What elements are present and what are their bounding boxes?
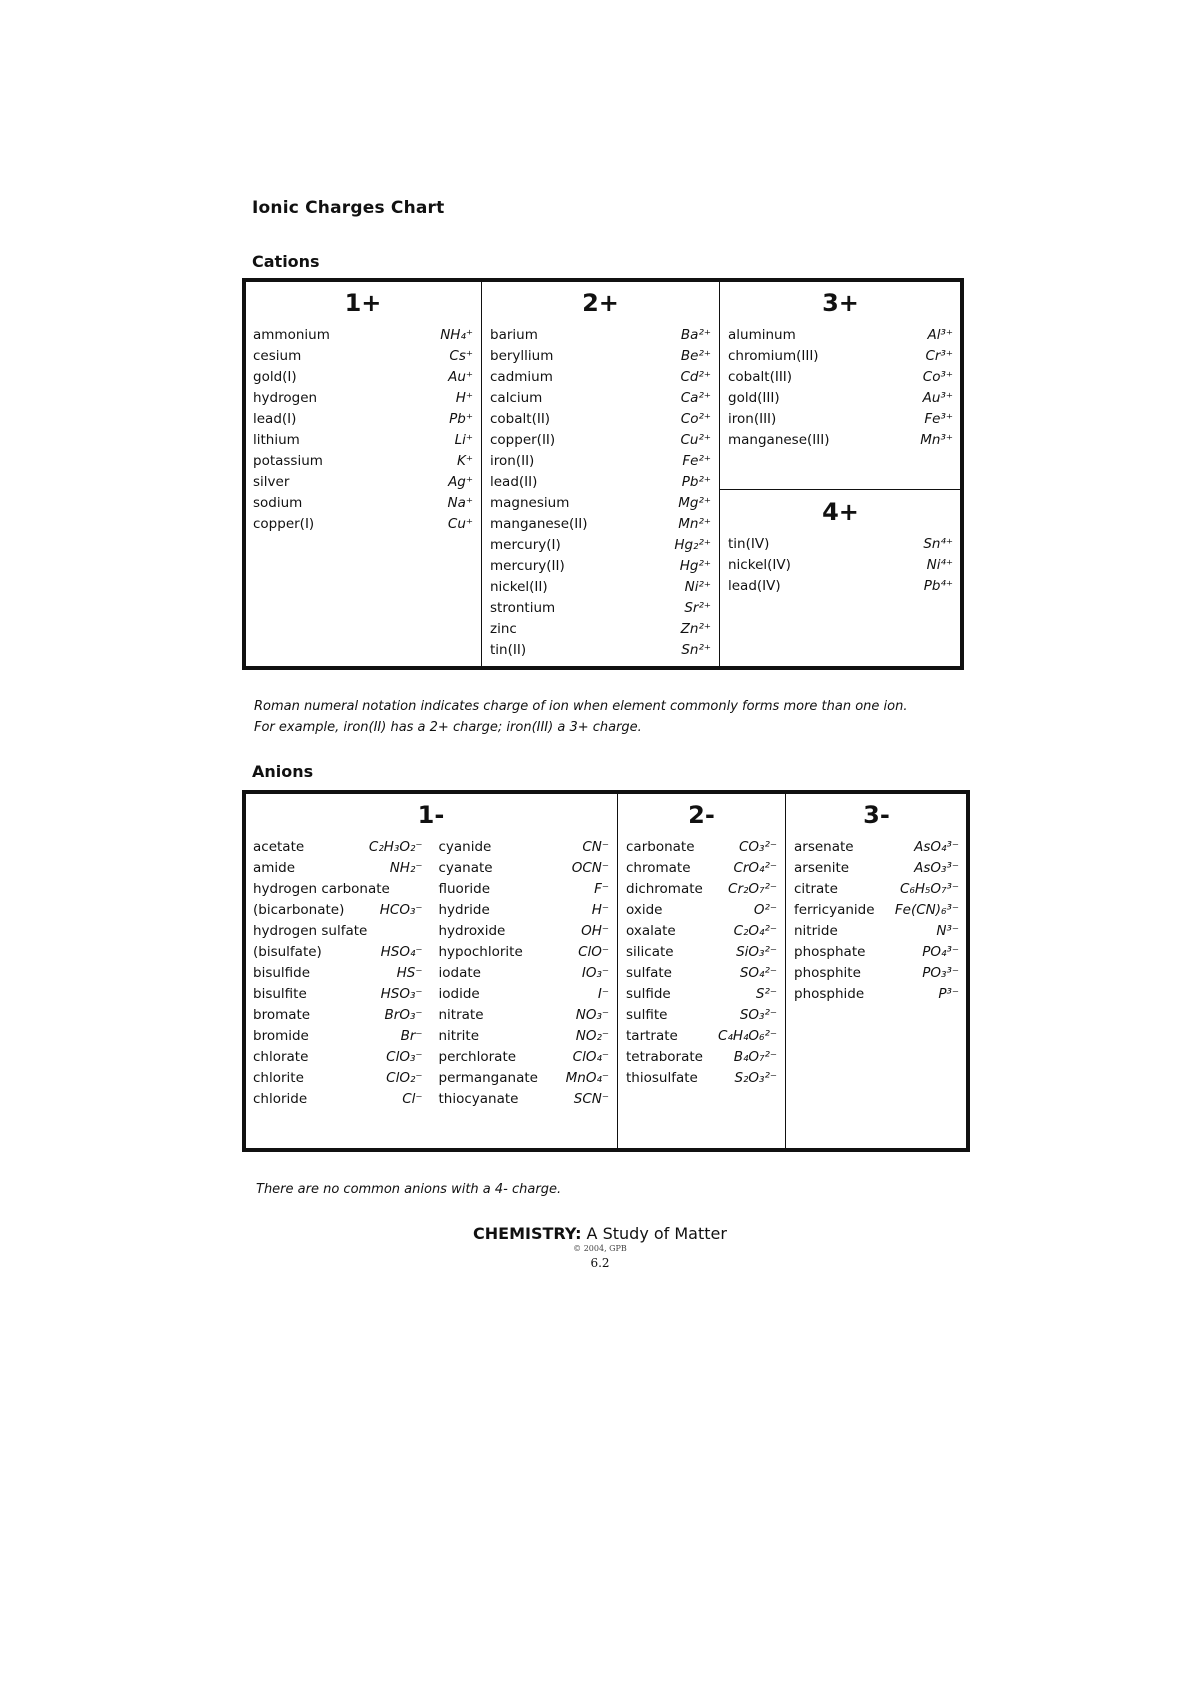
anions-heading: Anions <box>252 762 314 781</box>
ion-row <box>245 409 481 430</box>
ion-row <box>482 409 719 430</box>
charge-header: 2+ <box>582 289 619 317</box>
ion-name: nitrite <box>438 1028 479 1044</box>
ion-name: nitride <box>794 923 838 939</box>
ion-list <box>618 837 785 1089</box>
ion-name: sulfate <box>626 965 672 981</box>
ion-formula: Mg²⁺ <box>678 495 711 511</box>
ion-row <box>245 879 431 900</box>
ion-row <box>618 1047 785 1068</box>
cations-table <box>242 278 964 670</box>
ion-row <box>720 576 961 597</box>
ion-formula: CN⁻ <box>582 839 609 855</box>
ion-formula: Co³⁺ <box>922 369 953 385</box>
ion-row <box>245 921 431 942</box>
ion-row <box>786 963 967 984</box>
ion-name: chlorite <box>253 1070 304 1086</box>
ion-name: iodate <box>438 965 481 981</box>
ion-formula: Au⁺ <box>448 369 473 385</box>
ion-name: manganese(III) <box>728 432 830 448</box>
ion-name: bromate <box>253 1007 311 1023</box>
ion-formula: Li⁺ <box>454 432 473 448</box>
ion-formula: Ba²⁺ <box>680 327 711 343</box>
ion-name: amide <box>253 860 296 876</box>
ion-row <box>482 451 719 472</box>
ion-row <box>431 1089 618 1110</box>
cations-col-2plus <box>482 281 720 667</box>
ion-name: barium <box>490 327 538 343</box>
ion-name: sulfite <box>626 1007 668 1023</box>
ion-formula: BrO₃⁻ <box>384 1007 423 1023</box>
ion-row <box>618 1026 785 1047</box>
ion-row <box>431 963 618 984</box>
ion-formula: MnO₄⁻ <box>565 1070 609 1086</box>
page-title: Ionic Charges Chart <box>252 198 445 218</box>
ion-row <box>618 1068 785 1089</box>
ion-row <box>720 430 961 451</box>
ion-row <box>431 921 618 942</box>
ion-name: (bicarbonate) <box>253 902 345 918</box>
ion-name: potassium <box>253 453 323 469</box>
ion-formula: Pb⁺ <box>449 411 473 427</box>
ion-name: iron(II) <box>490 453 535 469</box>
ion-name: oxalate <box>626 923 676 939</box>
cations-heading: Cations <box>252 252 320 271</box>
ion-row <box>245 984 431 1005</box>
cations-col-3plus <box>720 281 961 489</box>
roman-numeral-note: Roman numeral notation indicates charge of ion when element commonly forms more than one ion. <box>254 699 908 714</box>
footer-copyright: © 2004, GPB <box>573 1244 627 1253</box>
ion-name: oxide <box>626 902 663 918</box>
ion-name: iodide <box>438 986 480 1002</box>
ion-row <box>482 493 719 514</box>
ion-formula: S²⁻ <box>755 986 777 1002</box>
ion-row <box>720 555 961 576</box>
ion-row <box>431 984 618 1005</box>
ion-name: cyanate <box>438 860 493 876</box>
ion-row <box>618 837 785 858</box>
ion-name: hydride <box>438 902 490 918</box>
ion-name: cyanide <box>438 839 492 855</box>
ion-row <box>431 1047 618 1068</box>
ion-name: nickel(II) <box>490 579 548 595</box>
ion-name: citrate <box>794 881 838 897</box>
ion-row <box>482 619 719 640</box>
ion-list <box>245 837 431 1110</box>
ion-row <box>786 879 967 900</box>
ion-row <box>431 1005 618 1026</box>
ion-formula: Au³⁺ <box>922 390 953 406</box>
ion-name: gold(III) <box>728 390 780 406</box>
ion-name: hypochlorite <box>438 944 523 960</box>
ion-name: tartrate <box>626 1028 678 1044</box>
anions-table <box>242 790 970 1152</box>
ion-formula: P³⁻ <box>938 986 959 1002</box>
ion-row <box>482 577 719 598</box>
ion-row <box>482 514 719 535</box>
ion-formula: Mn³⁺ <box>920 432 953 448</box>
ion-row <box>482 472 719 493</box>
ion-row <box>431 858 618 879</box>
roman-numeral-example: For example, iron(II) has a 2+ charge; iron(III) a 3+ charge. <box>254 720 642 735</box>
ion-formula: HSO₃⁻ <box>380 986 423 1002</box>
ion-formula: Ni²⁺ <box>684 579 711 595</box>
ion-name: chromium(III) <box>728 348 819 364</box>
ion-list <box>720 325 961 451</box>
ion-name: ammonium <box>253 327 330 343</box>
ion-formula: AsO₄³⁻ <box>914 839 959 855</box>
ion-row <box>431 837 618 858</box>
ion-formula: H⁺ <box>455 390 473 406</box>
ion-name: perchlorate <box>438 1049 517 1065</box>
ion-name: lead(II) <box>490 474 538 490</box>
anions-col-2minus <box>618 793 786 1149</box>
ion-list <box>720 534 961 597</box>
ion-row <box>245 346 481 367</box>
ion-formula: SCN⁻ <box>573 1091 609 1107</box>
ion-formula: Fe³⁺ <box>924 411 953 427</box>
ion-name: sodium <box>253 495 303 511</box>
ion-row <box>786 942 967 963</box>
ion-formula: B₄O₇²⁻ <box>733 1049 777 1065</box>
ion-list <box>245 325 481 535</box>
ion-row <box>482 346 719 367</box>
ion-row <box>618 963 785 984</box>
ion-name: manganese(II) <box>490 516 588 532</box>
ion-row <box>431 1068 618 1089</box>
ion-name: gold(I) <box>253 369 297 385</box>
ion-row <box>720 346 961 367</box>
ion-name: cadmium <box>490 369 553 385</box>
ion-formula: Cu²⁺ <box>680 432 711 448</box>
ion-formula: Al³⁺ <box>927 327 953 343</box>
ion-name: (bisulfate) <box>253 944 322 960</box>
ion-formula: Ca²⁺ <box>680 390 711 406</box>
ion-name: zinc <box>490 621 517 637</box>
ion-name: permanganate <box>438 1070 538 1086</box>
ion-row <box>245 514 481 535</box>
ion-row <box>720 325 961 346</box>
ion-formula: Cd²⁺ <box>680 369 711 385</box>
ion-formula: C₄H₄O₆²⁻ <box>718 1028 777 1044</box>
ion-row <box>245 472 481 493</box>
ion-row <box>245 388 481 409</box>
ion-row <box>618 942 785 963</box>
ion-list <box>431 837 618 1110</box>
ion-name: tin(IV) <box>728 536 770 552</box>
ion-formula: CO₃²⁻ <box>738 839 777 855</box>
ion-row <box>482 388 719 409</box>
ion-row <box>618 921 785 942</box>
ion-formula: OH⁻ <box>581 923 609 939</box>
ion-name: chromate <box>626 860 691 876</box>
ion-name: phosphate <box>794 944 866 960</box>
footer-brand-rest: A Study of Matter <box>581 1224 727 1243</box>
cations-col-4plus <box>720 489 961 667</box>
ion-formula: IO₃⁻ <box>581 965 609 981</box>
ion-row <box>720 409 961 430</box>
cations-col-3plus-4plus <box>720 281 961 667</box>
ion-formula: Hg²⁺ <box>679 558 711 574</box>
footer-brand-bold: CHEMISTRY: <box>473 1224 582 1243</box>
ion-row <box>786 900 967 921</box>
ion-formula: SO₃²⁻ <box>739 1007 777 1023</box>
ion-name: hydrogen sulfate <box>253 923 368 939</box>
ion-formula: Sn⁴⁺ <box>923 536 953 552</box>
ion-name: strontium <box>490 600 556 616</box>
ion-row <box>245 493 481 514</box>
ion-name: chloride <box>253 1091 308 1107</box>
ion-formula: Br⁻ <box>400 1028 423 1044</box>
cations-col-1plus <box>245 281 482 667</box>
ion-formula: PO₃³⁻ <box>922 965 959 981</box>
ion-formula: CrO₄²⁻ <box>733 860 777 876</box>
ion-formula: NH₄⁺ <box>440 327 473 343</box>
ion-row <box>245 1089 431 1110</box>
ion-row <box>618 984 785 1005</box>
ion-formula: C₂H₃O₂⁻ <box>368 839 423 855</box>
ion-name: copper(I) <box>253 516 315 532</box>
ion-name: copper(II) <box>490 432 556 448</box>
ion-row <box>482 556 719 577</box>
ion-formula: ClO₂⁻ <box>386 1070 423 1086</box>
ion-formula: Cs⁺ <box>449 348 473 364</box>
ion-formula: Mn²⁺ <box>678 516 711 532</box>
ion-row <box>618 879 785 900</box>
anions-col-3minus <box>786 793 967 1149</box>
charge-header: 4+ <box>822 498 859 526</box>
ion-name: acetate <box>253 839 305 855</box>
ion-name: bromide <box>253 1028 309 1044</box>
ion-formula: O²⁻ <box>753 902 777 918</box>
ion-formula: Cu⁺ <box>447 516 473 532</box>
ion-row <box>482 640 719 661</box>
ion-row <box>482 598 719 619</box>
ion-row <box>245 325 481 346</box>
ion-formula: ClO₃⁻ <box>386 1049 423 1065</box>
ion-formula: HSO₄⁻ <box>380 944 423 960</box>
ion-name: ferricyanide <box>794 902 875 918</box>
ion-name: bisulfite <box>253 986 307 1002</box>
ion-row <box>618 858 785 879</box>
ion-formula: C₂O₄²⁻ <box>733 923 777 939</box>
ion-name: phosphide <box>794 986 865 1002</box>
ion-name: lead(I) <box>253 411 297 427</box>
ion-row <box>482 535 719 556</box>
ion-formula: Ag⁺ <box>448 474 473 490</box>
ion-formula: S₂O₃²⁻ <box>734 1070 777 1086</box>
ion-name: carbonate <box>626 839 695 855</box>
ion-name: hydrogen <box>253 390 318 406</box>
ion-row <box>245 1047 431 1068</box>
ion-row <box>245 1026 431 1047</box>
ion-formula: NO₂⁻ <box>575 1028 609 1044</box>
ion-formula: Pb⁴⁺ <box>923 578 953 594</box>
ion-name: nitrate <box>438 1007 484 1023</box>
ion-row <box>431 879 618 900</box>
ion-row <box>245 858 431 879</box>
charge-header: 2- <box>688 801 715 829</box>
ion-name: mercury(I) <box>490 537 561 553</box>
ion-formula: NH₂⁻ <box>389 860 423 876</box>
ion-name: lead(IV) <box>728 578 781 594</box>
ion-name: bisulfide <box>253 965 311 981</box>
ion-name: silver <box>253 474 290 490</box>
ion-row <box>618 1005 785 1026</box>
charge-header: 1+ <box>344 289 382 317</box>
ion-formula: HS⁻ <box>396 965 423 981</box>
ion-name: cobalt(II) <box>490 411 551 427</box>
ion-name: silicate <box>626 944 674 960</box>
anion-4minus-note: There are no common anions with a 4- charge. <box>256 1182 562 1197</box>
ion-formula: AsO₃³⁻ <box>914 860 959 876</box>
ion-name: arsenite <box>794 860 850 876</box>
ion-row <box>431 1026 618 1047</box>
ion-name: nickel(IV) <box>728 557 791 573</box>
ion-formula: Ni⁴⁺ <box>926 557 953 573</box>
ion-name: hydrogen carbonate <box>253 881 390 897</box>
ion-row <box>431 942 618 963</box>
ion-formula: Sn²⁺ <box>681 642 711 658</box>
ion-formula: Zn²⁺ <box>680 621 711 637</box>
ion-row <box>245 942 431 963</box>
ion-formula: Cl⁻ <box>402 1091 423 1107</box>
ion-row <box>245 367 481 388</box>
ion-row <box>245 1005 431 1026</box>
ion-list <box>482 325 719 661</box>
ion-formula: I⁻ <box>597 986 609 1002</box>
ion-formula: Fe(CN)₆³⁻ <box>894 902 959 918</box>
ion-name: chlorate <box>253 1049 309 1065</box>
ion-formula: Sr²⁺ <box>684 600 711 616</box>
ion-formula: NO₃⁻ <box>575 1007 609 1023</box>
ion-row <box>431 900 618 921</box>
ion-formula: C₆H₅O₇³⁻ <box>900 881 959 897</box>
ion-formula: OCN⁻ <box>571 860 609 876</box>
ion-formula: F⁻ <box>594 881 609 897</box>
ion-row <box>245 1068 431 1089</box>
ion-name: hydroxide <box>438 923 506 939</box>
ion-name: mercury(II) <box>490 558 565 574</box>
ion-name: arsenate <box>794 839 854 855</box>
ion-name: dichromate <box>626 881 703 897</box>
ion-row <box>786 921 967 942</box>
charge-header: 3+ <box>822 289 859 317</box>
ion-formula: Co²⁺ <box>680 411 711 427</box>
ion-name: cesium <box>253 348 302 364</box>
ion-name: phosphite <box>794 965 861 981</box>
charge-header: 1- <box>417 801 445 829</box>
ion-row <box>245 837 431 858</box>
ion-name: lithium <box>253 432 300 448</box>
ion-formula: Fe²⁺ <box>682 453 711 469</box>
ion-row <box>720 367 961 388</box>
ion-row <box>786 858 967 879</box>
ion-row <box>245 963 431 984</box>
footer-page-number: 6.2 <box>590 1256 610 1270</box>
ion-name: beryllium <box>490 348 554 364</box>
ion-name: tetraborate <box>626 1049 703 1065</box>
ion-name: fluoride <box>438 881 490 897</box>
ion-formula: Be²⁺ <box>680 348 711 364</box>
ion-row <box>786 837 967 858</box>
ion-name: iron(III) <box>728 411 777 427</box>
ion-formula: H⁻ <box>591 902 609 918</box>
anions-1minus-lists <box>245 837 617 1110</box>
ion-name: thiocyanate <box>438 1091 519 1107</box>
ion-name: magnesium <box>490 495 570 511</box>
ion-row <box>245 430 481 451</box>
ion-row <box>720 534 961 555</box>
ion-row <box>245 900 431 921</box>
ion-formula: N³⁻ <box>936 923 959 939</box>
ion-formula: Hg₂²⁺ <box>674 537 711 553</box>
ion-name: cobalt(III) <box>728 369 793 385</box>
charge-header: 3- <box>863 801 890 829</box>
footer-brand <box>0 1224 1200 1243</box>
ion-formula: Na⁺ <box>447 495 473 511</box>
ion-list <box>786 837 967 1005</box>
anions-col-1minus <box>245 793 618 1149</box>
ion-name: aluminum <box>728 327 796 343</box>
ion-formula: SiO₃²⁻ <box>736 944 777 960</box>
ion-formula: SO₄²⁻ <box>739 965 777 981</box>
ion-name: tin(II) <box>490 642 527 658</box>
ion-formula: ClO₄⁻ <box>572 1049 609 1065</box>
ion-row <box>245 451 481 472</box>
ion-row <box>482 430 719 451</box>
ion-formula: Pb²⁺ <box>681 474 711 490</box>
ion-formula: PO₄³⁻ <box>922 944 959 960</box>
ion-name: thiosulfate <box>626 1070 698 1086</box>
ion-name: sulfide <box>626 986 671 1002</box>
ion-formula: K⁺ <box>457 453 473 469</box>
ion-row <box>482 325 719 346</box>
ion-name: calcium <box>490 390 543 406</box>
ion-row <box>720 388 961 409</box>
ion-row <box>482 367 719 388</box>
ion-row <box>786 984 967 1005</box>
ion-formula: HCO₃⁻ <box>379 902 423 918</box>
ion-row <box>618 900 785 921</box>
ion-formula: ClO⁻ <box>578 944 609 960</box>
ion-formula: Cr₂O₇²⁻ <box>728 881 777 897</box>
ion-formula: Cr³⁺ <box>925 348 953 364</box>
